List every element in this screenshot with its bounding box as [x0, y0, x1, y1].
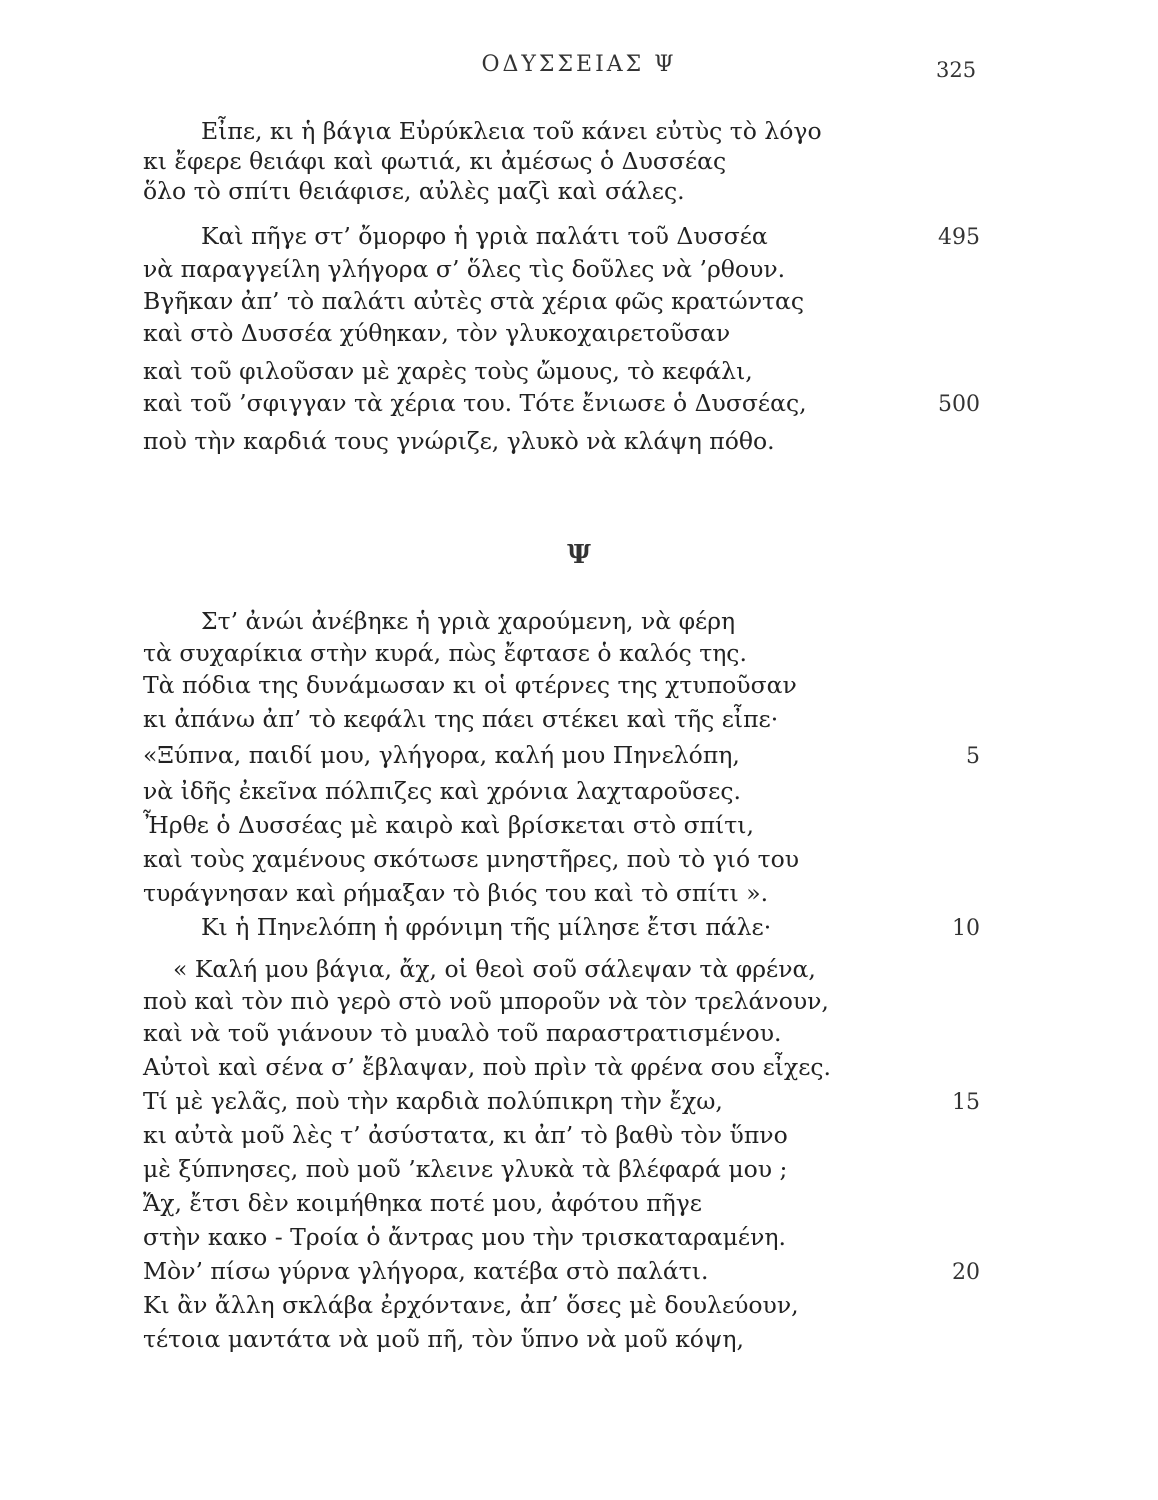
verse-line: στὴν κακο - Τροία ὁ ἄντρας μου τὴν τρισκαταραμένη. — [143, 1223, 786, 1251]
line-number: 10 — [952, 916, 980, 941]
verse-line: καὶ στὸ Δυσσέα χύθηκαν, τὸν γλυκοχαιρετοῦσαν — [143, 319, 731, 347]
verse-line: τυράγνησαν καὶ ρήμαξαν τὸ βιός του καὶ τὸ σπίτι ». — [143, 879, 769, 907]
verse-line: νὰ παραγγείλη γλήγορα σ’ ὅλες τὶς δοῦλες νὰ ’ρθουν. — [143, 255, 786, 283]
verse-line: Κι ἂν ἄλλη σκλάβα ἐρχόντανε, ἀπ’ ὅσες μὲ δουλεύουν, — [143, 1291, 799, 1319]
verse-line: τὰ συχαρίκια στὴν κυρά, πὼς ἔφτασε ὁ καλός της. — [143, 639, 747, 667]
verse-line: « Καλή μου βάγια, ἄχ, οἱ θεοὶ σοῦ σάλεψαν τὰ φρένα, — [173, 955, 816, 983]
verse-line: Αὐτοὶ καὶ σένα σ’ ἔβλαψαν, ποὺ πρὶν τὰ φρένα σου εἶχες. — [143, 1053, 832, 1081]
book-heading-psi: Ψ — [567, 540, 591, 570]
line-number: 15 — [952, 1090, 980, 1115]
verse-line: ὅλο τὸ σπίτι θειάφισε, αὐλὲς μαζὶ καὶ σάλες. — [143, 177, 685, 205]
verse-line: κι αὐτὰ μοῦ λὲς τ’ ἀσύστατα, κι ἀπ’ τὸ βαθὺ τὸν ὕπνο — [143, 1121, 788, 1149]
verse-line: Ἦρθε ὁ Δυσσέας μὲ καιρὸ καὶ βρίσκεται στὸ σπίτι, — [143, 811, 754, 839]
verse-line: κι ἀπάνω ἀπ’ τὸ κεφάλι της πάει στέκει καὶ τῆς εἶπε· — [143, 705, 779, 733]
verse-line: Τί μὲ γελᾶς, ποὺ τὴν καρδιὰ πολύπικρη τὴν ἔχω, — [143, 1087, 723, 1115]
verse-line: Στ’ ἀνώι ἀνέβηκε ἡ γριὰ χαρούμενη, νὰ φέρη — [201, 607, 736, 635]
verse-line: καὶ τοὺς χαμένους σκότωσε μνηστῆρες, ποὺ τὸ γιό του — [143, 845, 800, 873]
verse-line: Εἶπε, κι ἡ βάγια Εὐρύκλεια τοῦ κάνει εὐτὺς τὸ λόγο — [201, 117, 822, 145]
verse-line: ποὺ τὴν καρδιά τους γνώριζε, γλυκὸ νὰ κλάψη πόθο. — [143, 427, 775, 455]
verse-line: «Ξύπνα, παιδί μου, γλήγορα, καλή μου Πηνελόπη, — [143, 741, 740, 769]
verse-line: καὶ νὰ τοῦ γιάνουν τὸ μυαλὸ τοῦ παραστρατισμένου. — [143, 1019, 782, 1047]
line-number: 20 — [952, 1260, 980, 1285]
verse-line: καὶ τοῦ ’σφιγγαν τὰ χέρια του. Τότε ἔνιωσε ὁ Δυσσέας, — [143, 389, 807, 417]
verse-line: Καὶ πῆγε στ’ ὄμορφο ἡ γριὰ παλάτι τοῦ Δυσσέα — [201, 222, 768, 250]
verse-line: καὶ τοῦ φιλοῦσαν μὲ χαρὲς τοὺς ὤμους, τὸ κεφάλι, — [143, 357, 753, 385]
verse-line: Κι ἡ Πηνελόπη ἡ φρόνιμη τῆς μίλησε ἔτσι πάλε· — [201, 913, 772, 941]
verse-line: Ἄχ, ἔτσι δὲν κοιμήθηκα ποτέ μου, ἀφότου πῆγε — [143, 1189, 702, 1217]
running-title: ΟΔΥΣΣΕΙΑΣ Ψ — [481, 52, 677, 77]
verse-line: Τὰ πόδια της δυνάμωσαν κι οἱ φτέρνες της χτυποῦσαν — [143, 671, 797, 699]
verse-line: Μὸν’ πίσω γύρνα γλήγορα, κατέβα στὸ παλάτι. — [143, 1257, 709, 1285]
verse-line: νὰ ἰδῆς ἐκεῖνα πόλπιζες καὶ χρόνια λαχταροῦσες. — [143, 777, 741, 805]
line-number: 495 — [938, 225, 980, 250]
page-number: 325 — [936, 58, 977, 82]
verse-line: Βγῆκαν ἀπ’ τὸ παλάτι αὐτὲς στὰ χέρια φῶς κρατώντας — [143, 287, 805, 315]
line-number: 500 — [938, 392, 980, 417]
verse-line: μὲ ξύπνησες, ποὺ μοῦ ’κλεινε γλυκὰ τὰ βλέφαρά μου ; — [143, 1155, 788, 1183]
line-number: 5 — [966, 744, 980, 769]
verse-line: τέτοια μαντάτα νὰ μοῦ πῆ, τὸν ὕπνο νὰ μοῦ κόψη, — [143, 1325, 744, 1353]
verse-line: κι ἔφερε θειάφι καὶ φωτιά, κι ἀμέσως ὁ Δυσσέας — [143, 147, 727, 175]
verse-line: ποὺ καὶ τὸν πιὸ γερὸ στὸ νοῦ μποροῦν νὰ τὸν τρελάνουν, — [143, 987, 829, 1015]
